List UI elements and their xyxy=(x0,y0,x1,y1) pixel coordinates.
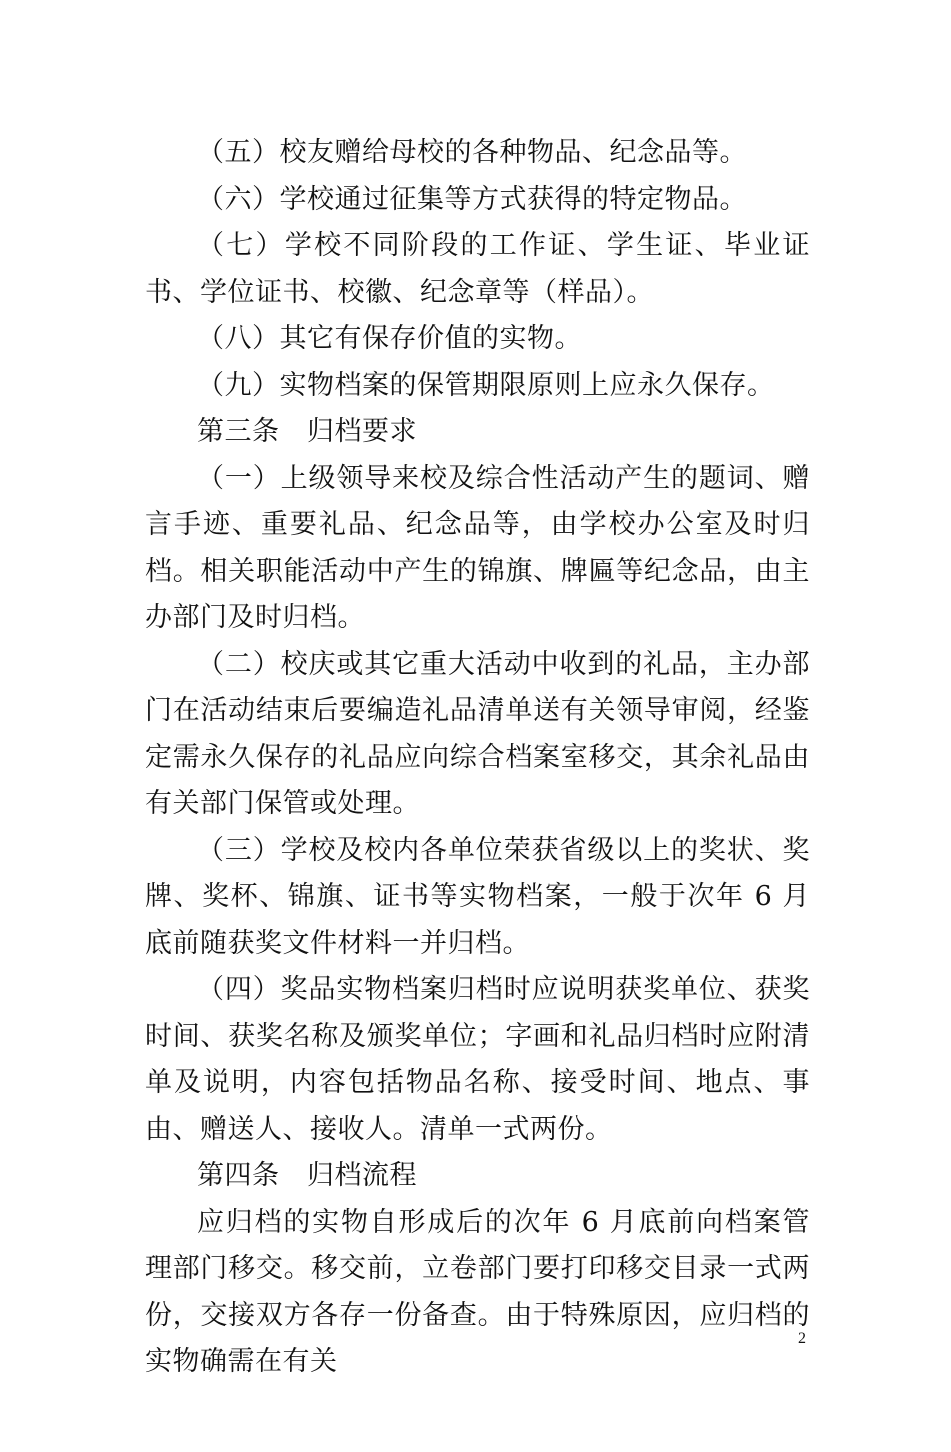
requirement-item-1: （一）上级领导来校及综合性活动产生的题词、赠言手迹、重要礼品、纪念品等，由学校办公室及时归档。相关职能活动中产生的锦旗、牌匾等纪念品，由主办部门及时归档。 xyxy=(145,462,810,633)
paragraph-item-8: （八）其它有保存价值的实物。 xyxy=(197,323,582,354)
paragraph-item-7: （七）学校不同阶段的工作证、学生证、毕业证书、学位证书、校徽、纪念章等（样品）。 xyxy=(145,230,810,308)
requirement-item-4: （四）奖品实物档案归档时应说明获奖单位、获奖时间、获奖名称及颁奖单位；字画和礼品归档时应附清单及说明，内容包括物品名称、接受时间、地点、事由、赠送人、接收人。清单一式两份。 xyxy=(145,974,810,1145)
paragraph-item-5: （五）校友赠给母校的各种物品、纪念品等。 xyxy=(197,137,747,168)
document-body xyxy=(145,130,810,1386)
page-number: 2 xyxy=(798,1330,806,1347)
requirement-item-2: （二）校庆或其它重大活动中收到的礼品，主办部门在活动结束后要编造礼品清单送有关领导审阅，经鉴定需永久保存的礼品应向综合档案室移交，其余礼品由有关部门保管或处理。 xyxy=(145,648,810,819)
article-4-heading: 第四条 归档流程 xyxy=(197,1160,417,1191)
paragraph-item-6: （六）学校通过征集等方式获得的特定物品。 xyxy=(197,183,747,215)
paragraph-item-9: （九）实物档案的保管期限原则上应永久保存。 xyxy=(197,369,775,401)
process-paragraph: 应归档的实物自形成后的次年 6 月底前向档案管理部门移交。移交前，立卷部门要打印移交目录一式两份，交接双方各存一份备查。由于特殊原因，应归档的实物确需在有关 xyxy=(145,1206,810,1377)
requirement-item-3: （三）学校及校内各单位荣获省级以上的奖状、奖牌、奖杯、锦旗、证书等实物档案，一般于次年 6 月底前随获奖文件材料一并归档。 xyxy=(145,834,810,959)
article-3-heading: 第三条 归档要求 xyxy=(197,416,417,447)
